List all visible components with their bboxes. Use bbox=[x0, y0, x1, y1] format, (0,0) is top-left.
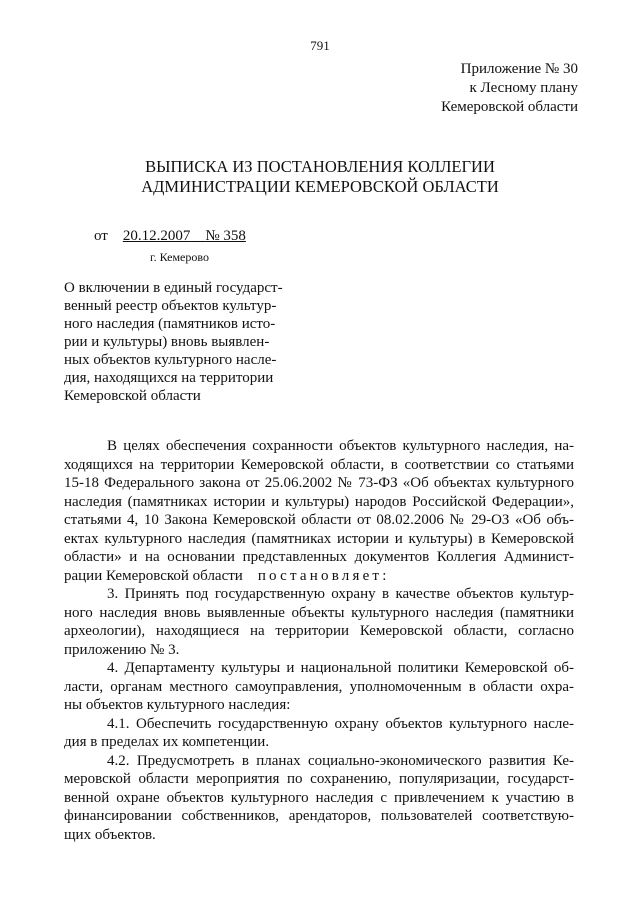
decree-place: г. Кемерово bbox=[150, 250, 209, 264]
body-line: 15-18 Федерального закона от 25.06.2002 № 73-ФЗ «Об объектах культурного bbox=[64, 475, 574, 491]
body-line bbox=[64, 567, 574, 586]
title-line: АДМИНИСТРАЦИИ КЕМЕРОВСКОЙ ОБЛАСТИ bbox=[141, 177, 499, 196]
paragraph-4-2 bbox=[64, 752, 574, 845]
decree-number: № 358 bbox=[205, 228, 246, 244]
subject-line: рии и культуры) вновь выявлен- bbox=[64, 334, 270, 350]
title-line: ВЫПИСКА ИЗ ПОСТАНОВЛЕНИЯ КОЛЛЕГИИ bbox=[145, 157, 495, 176]
subject-line: дия, находящихся на территории bbox=[64, 370, 274, 386]
body-line: щих объектов. bbox=[64, 826, 156, 843]
body-line: меровской области мероприятия по сохранению, популяризации, государст- bbox=[64, 771, 574, 787]
body-line: венной охране объектов культурного наследия с привлечением к участию в bbox=[64, 789, 574, 806]
decree-body bbox=[64, 437, 574, 844]
body-line: В целях обеспечения сохранности объектов культурного наследия, на- bbox=[107, 438, 574, 454]
appendix-reference bbox=[441, 60, 578, 117]
document-title bbox=[0, 157, 640, 197]
appendix-line: к Лесному плану bbox=[469, 80, 578, 96]
decree-date: 20.12.2007 bbox=[122, 228, 191, 244]
body-line: ны объектов культурного наследия: bbox=[64, 697, 291, 713]
decree-subject bbox=[64, 279, 283, 405]
body-line: 4.1. Обеспечить государственную охрану объектов культурного насле- bbox=[107, 715, 574, 732]
body-line: приложению № 3. bbox=[64, 641, 180, 658]
body-line: ного наследия вновь выявленные объекты культурного наследия (памятники bbox=[64, 604, 574, 621]
subject-line: ного наследия (памятников исто- bbox=[64, 316, 276, 332]
body-line: ходящихся на территории Кемеровской области, в соответствии со статьями bbox=[64, 456, 574, 473]
page-number: 791 bbox=[310, 38, 330, 53]
body-line: 3. Принять под государственную охрану в качестве объектов культур- bbox=[107, 586, 574, 602]
appendix-line: Кемеровской области bbox=[441, 99, 578, 115]
paragraph-4 bbox=[64, 659, 574, 715]
appendix-line: Приложение № 30 bbox=[460, 61, 578, 77]
subject-line: Кемеровской области bbox=[64, 388, 201, 404]
preamble-paragraph bbox=[64, 437, 574, 585]
subject-line: ных объектов культурного насле- bbox=[64, 352, 277, 368]
decree-word: постановляет: bbox=[257, 567, 390, 584]
body-line: наследия (памятниках истории и культуры) народов Российской Федерации», bbox=[64, 493, 574, 510]
preamble-last: рации Кемеровской области bbox=[64, 567, 243, 584]
body-line: 4. Департаменту культуры и национальной политики Кемеровской об- bbox=[107, 660, 574, 676]
subject-line: О включении в единый государст- bbox=[64, 280, 283, 296]
subject-line: венный реестр объектов культур- bbox=[64, 298, 277, 314]
body-line: ектах культурного наследия (памятниках истории и культуры) в Кемеровской bbox=[64, 530, 574, 547]
body-line: области» и на основании представленных документов Коллегия Админист- bbox=[64, 549, 574, 565]
paragraph-4-1 bbox=[64, 715, 574, 752]
body-line: 4.2. Предусмотреть в планах социально-экономического развития Ке- bbox=[107, 752, 574, 769]
paragraph-3 bbox=[64, 585, 574, 659]
decree-date-line bbox=[94, 228, 246, 245]
body-line: дия в пределах их компетенции. bbox=[64, 734, 270, 750]
body-line: финансировании собственников, арендаторов, пользователей соответствую- bbox=[64, 808, 574, 824]
date-prefix: от bbox=[94, 228, 108, 244]
body-line: ласти, органам местного самоуправления, уполномоченным в области охра- bbox=[64, 678, 574, 695]
body-line: статьями 4, 10 Закона Кемеровской области от 08.02.2006 № 29-ОЗ «Об объ- bbox=[64, 512, 574, 528]
body-line: археологии), находящиеся на территории Кемеровской области, согласно bbox=[64, 623, 574, 639]
